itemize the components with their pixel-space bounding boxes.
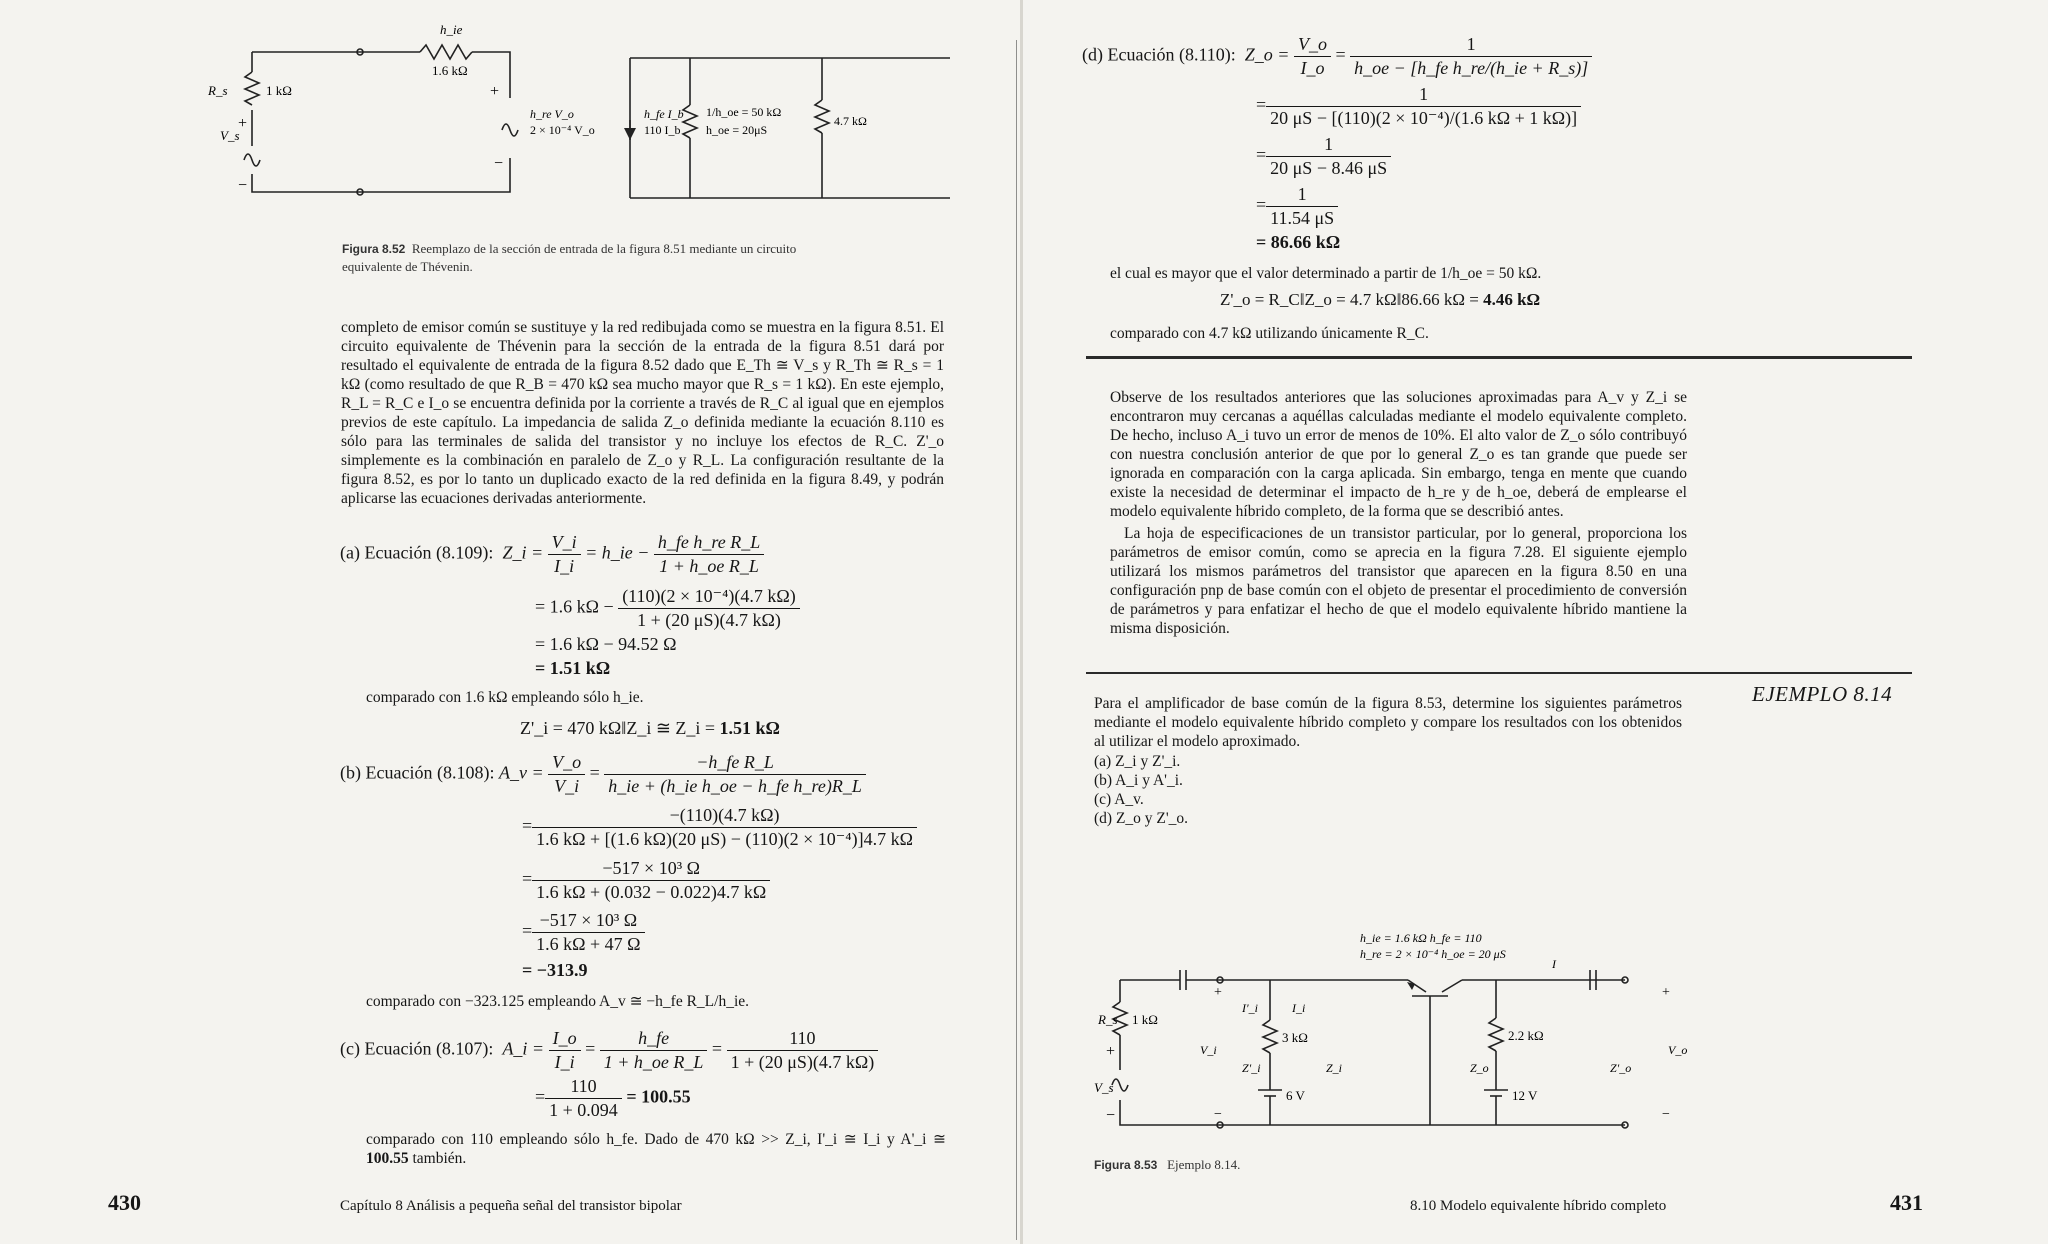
figure-8-52-circuit [200, 20, 950, 220]
part-d-frac2-num: 1 [1350, 34, 1592, 57]
hre-value: 2 × 10⁻⁴ V_o [530, 123, 595, 137]
part-a-zi-prime [520, 718, 780, 739]
fig53-zi: Z_i [1326, 1061, 1343, 1075]
part-b-line2: = $\frac{-(110)(4.7 k\Omega)}{\text{1.6 kΩ + [(1.6 kΩ)(20 μS) − (110)(2 × 10⁻⁴)]4.7 kΩ}}$ [522, 805, 917, 850]
part-d-line3-den: 20 μS − 8.46 μS [1270, 158, 1388, 178]
part-c-frac1-num: I_o [549, 1028, 581, 1051]
example-item: (d) Z_o y Z'_o. [1094, 810, 1189, 827]
part-c-line2: = $\frac{110}{1 + 0.094}$ = 100.55 [535, 1076, 691, 1120]
part-d-line2: = $\frac{1}{\text{20 μS − [(110)(2 × 10⁻⁴)/(1.6 kΩ + 1 kΩ)]}}$ [1256, 84, 1581, 129]
part-d-frac2 [1350, 34, 1592, 79]
part-c-frac2-num: h_fe [600, 1028, 708, 1051]
fig53-vcc: 12 V [1512, 1088, 1538, 1103]
part-d-line4: = $\frac{1}{11.54 \mu S}$ [1256, 184, 1338, 229]
part-b-label: (b) Ecuación (8.108): [340, 762, 495, 783]
fig53-vs-label: V_s [1094, 1080, 1114, 1095]
figure-8-52-caption-text: Reemplazo de la sección de entrada de la figura 8.51 mediante un circuito equivalente de Thévenin. [342, 241, 797, 274]
fig53-zo: Z_o [1470, 1061, 1489, 1075]
example-statement: Para el amplificador de base común de la figura 8.53, determine los siguientes parámetros mediante el modelo equivalente híbrido completo y compare los resultados con los obtenidos al utilizar el modelo aproximado. [1094, 695, 1682, 750]
part-d-zo-prime [1220, 290, 1540, 310]
fig53-vi-plus: + [1214, 985, 1222, 1000]
part-a-frac2-num: h_fe h_re R_L [654, 532, 764, 555]
part-d-frac2-den: h_oe − [h_fe h_re/(h_ie + R_s)] [1354, 58, 1589, 78]
part-b-line3-den: 1.6 kΩ + (0.032 − 0.022)4.7 kΩ [536, 882, 767, 902]
part-d-compare2: comparado con 4.7 kΩ utilizando únicamente R_C. [1110, 325, 1429, 342]
part-a-line2-frac [618, 586, 800, 631]
part-a-line2-lhs: = 1.6 kΩ − [535, 596, 614, 617]
fig53-ii-prime: I'_i [1242, 1001, 1258, 1015]
figure-8-53-caption-label: Figura 8.53 [1094, 1158, 1158, 1172]
part-d-line3: = $\frac{1}{20 \mu S - 8.46 \mu S}$ [1256, 134, 1391, 179]
figure-8-52-caption [342, 240, 842, 275]
rs-label: R_s [208, 83, 228, 98]
part-d-line3-frac [1266, 134, 1391, 179]
part-b-frac1-num: V_o [548, 752, 585, 775]
part-a-frac1 [548, 532, 581, 577]
hfe-value: 110 I_b [644, 123, 681, 137]
rs-value: 1 kΩ [266, 83, 292, 98]
part-b-line1: (b) Ecuación (8.108): A_v = $\frac{V\_o}{V\_i}$ = $\frac{\text{−h\_fe R\_L}}{\text{h\_ie + (h\_ie h\_oe − h\_fe h\_re)R\_L}}$ [340, 752, 866, 797]
section-rule-top [1086, 356, 1912, 359]
part-c-frac2-den: 1 + h_oe R_L [603, 1052, 704, 1072]
part-b-frac2-den: h_ie + (h_ie h_oe − h_fe h_re)R_L [608, 776, 862, 796]
source-plus: + [490, 83, 500, 100]
example-item: (a) Z_i y Z'_i. [1094, 753, 1181, 770]
part-c-label: (c) Ecuación (8.107): [340, 1038, 494, 1059]
part-b-result: = −313.9 [522, 960, 588, 980]
part-d-label: (d) Ecuación (8.110): [1082, 44, 1236, 65]
fig53-vs-minus: − [1106, 1107, 1116, 1124]
part-d-frac1-den: I_o [1300, 58, 1325, 78]
example-title: EJEMPLO 8.14 [1752, 682, 1893, 706]
part-c-compare-result: 100.55 [366, 1150, 409, 1167]
hoe-label: h_oe = 20μS [706, 123, 768, 137]
part-b-frac1 [548, 752, 585, 797]
observation-paragraph-1: Observe de los resultados anteriores que las soluciones aproximadas para A_v y Z_i se encontraron muy cercanas a aquéllas calculadas mediante el modelo equivalente completo. De hecho, incluso A_i tuvo un error de menos de 10%. El alto valor de Z_o sólo contribuyó con nuestra conclusión anterior de que por lo general Z_o es tan grande que puede ser ignorada en comparación con la carga aplicada. Sin embargo, tenga en mente que cuando existe la necesidad de determinar el impacto de h_re y de h_oe, deberá de emplearse el modelo equivalente híbrido completo, de la forma que se describió antes. [1110, 389, 1687, 520]
part-b-line4-den: 1.6 kΩ + 47 Ω [536, 934, 641, 954]
fig53-zi-prime: Z'_i [1242, 1061, 1261, 1075]
part-c-compare-text: comparado con 110 empleando sólo h_fe. Dado de 470 kΩ >> Z_i, I'_i ≅ I_i y A'_i ≅ [366, 1131, 946, 1148]
fig53-vo-plus: + [1662, 985, 1670, 1000]
part-a-frac2 [654, 532, 764, 577]
part-d-lhs: Z_o = [1244, 44, 1290, 65]
part-a-result: = 1.51 kΩ [535, 658, 611, 678]
part-b-frac2-num: −h_fe R_L [604, 752, 866, 775]
fig53-rs-label: R_s [1098, 1012, 1118, 1027]
part-c-line1: (c) Ecuación (8.107): A_i = $\frac{I\_o}{I\_i}$ = $\frac{h\_fe}{\text{1 + h\_oe R\_L}}$ = $\frac{110}{1 + (20 \mu S)(4.7 k\Omega)}$ [340, 1028, 878, 1073]
part-b-line3: = $\frac{\text{−517 × 10³ Ω}}{1.6 k\Omega + (0.032 - 0.022)4.7 k\Omega}$ [522, 858, 770, 903]
gutter-line [1016, 40, 1017, 1240]
part-d-line4-den: 11.54 μS [1270, 208, 1335, 228]
part-c-line2-den: 1 + 0.094 [549, 1100, 618, 1120]
part-d-line2-den: 20 μS − [(110)(2 × 10⁻⁴)/(1.6 kΩ + 1 kΩ)] [1270, 108, 1578, 128]
example-item: (b) A_i y A'_i. [1094, 772, 1183, 789]
part-c-compare-tail: también. [412, 1150, 467, 1167]
part-a-frac2-den: 1 + h_oe R_L [659, 556, 759, 576]
fig53-vi-minus: − [1214, 1107, 1222, 1122]
part-b-line3-num: −517 × 10³ Ω [532, 858, 770, 881]
part-c-result: = 100.55 [626, 1086, 691, 1107]
hie-value: 1.6 kΩ [432, 63, 468, 78]
figure-8-53-caption-text: Ejemplo 8.14. [1167, 1157, 1241, 1172]
part-d-frac1 [1294, 34, 1331, 79]
part-d-line2-num: 1 [1266, 84, 1581, 107]
part-a-label: (a) Ecuación (8.109): [340, 542, 494, 563]
part-b-line2-den: 1.6 kΩ + [(1.6 kΩ)(20 μS) − (110)(2 × 10⁻⁴)]4.7 kΩ [536, 829, 913, 849]
part-c-frac3-num: 110 [727, 1028, 879, 1051]
part-b-line4: = $\frac{\text{−517 × 10³ Ω}}{1.6 k\Omega + 47 \Omega}$ [522, 910, 645, 955]
part-d-zo-prime-result: 4.46 kΩ [1483, 290, 1541, 309]
figure-8-53-circuit [1090, 920, 1690, 1150]
part-d-line2-frac [1266, 84, 1581, 129]
observation-paragraph-2: La hoja de especificaciones de un transistor particular, por lo general, proporciona los parámetros de emisor común, como se aprecia en la figura 7.28. El siguiente ejemplo utilizará los mismos parámetros del transistor que aparecen en la figura 8.50 en una configuración pnp de base común con el objeto de presentar el procedimiento de conversión de parámetros y para enfatizar el hecho de que el modelo equivalente híbrido mantiene la misma disposición. [1110, 525, 1687, 637]
fig53-ii: I_i [1292, 1001, 1306, 1015]
fig53-rc-value: 2.2 kΩ [1508, 1028, 1544, 1043]
part-b-lhs: A_v = [498, 762, 544, 783]
fig53-params-line1: h_ie = 1.6 kΩ h_fe = 110 [1360, 931, 1482, 945]
part-b-line3-frac [532, 858, 770, 903]
part-a-zi-prime-text: Z'_i = 470 kΩ‖Z_i ≅ Z_i = [520, 718, 716, 738]
part-c-frac1-den: I_i [554, 1052, 575, 1072]
part-a-frac1-den: I_i [554, 556, 575, 576]
hie-label: h_ie [440, 22, 463, 37]
part-a-line1 [340, 532, 764, 577]
part-b-line2-frac [532, 805, 917, 850]
part-a-line2 [535, 586, 800, 631]
part-a-line3: = 1.6 kΩ − 94.52 Ω [535, 634, 677, 654]
hre-vo-label: h_re V_o [530, 107, 574, 121]
part-a-zi-prime-result: 1.51 kΩ [719, 718, 780, 738]
figure-8-52-caption-label: Figura 8.52 [342, 242, 406, 256]
part-c-lhs: A_i = [502, 1038, 545, 1059]
part-d-result: = 86.66 kΩ [1256, 232, 1341, 252]
part-b-frac1-den: V_i [554, 776, 580, 796]
part-d-line4-frac [1266, 184, 1338, 229]
fig53-vo: V_o [1668, 1043, 1688, 1057]
right-page-footer: 8.10 Modelo equivalente híbrido completo [1410, 1198, 1667, 1214]
part-c-compare [366, 1130, 946, 1168]
left-page-footer: Capítulo 8 Análisis a pequeña señal del transistor bipolar [340, 1198, 682, 1214]
fig53-vs-plus: + [1106, 1043, 1116, 1060]
hfe-ib-label: h_fe I_b [644, 107, 684, 121]
part-d-compare: el cual es mayor que el valor determinado a partir de 1/h_oe = 50 kΩ. [1110, 265, 1542, 282]
part-b-line4-frac [532, 910, 644, 955]
part-c-frac1 [549, 1028, 581, 1073]
part-a-lhs: Z_i = [502, 542, 544, 563]
source-minus: − [494, 155, 504, 172]
vs-plus: + [238, 115, 248, 132]
part-a-compare: comparado con 1.6 kΩ empleando sólo h_ie. [366, 689, 644, 706]
figure-8-53-caption [1094, 1156, 1494, 1174]
fig53-rs-value: 1 kΩ [1132, 1012, 1158, 1027]
rl-value: 4.7 kΩ [834, 114, 867, 128]
part-d-zo-prime-text: Z'_o = R_C‖Z_o = 4.7 kΩ‖86.66 kΩ = [1220, 290, 1479, 309]
left-page-number: 430 [108, 1190, 141, 1215]
part-a-line2-den: 1 + (20 μS)(4.7 kΩ) [637, 610, 781, 630]
part-b-compare: comparado con −323.125 empleando A_v ≅ −h_fe R_L/h_ie. [366, 993, 750, 1010]
book-gutter [1020, 0, 1023, 1244]
fig53-re-value: 3 kΩ [1282, 1030, 1308, 1045]
fig53-io: I [1552, 957, 1556, 971]
fig53-vi: V_i [1200, 1043, 1217, 1057]
fig53-zo-prime: Z'_o [1610, 1061, 1632, 1075]
hoe-inv-label: 1/h_oe = 50 kΩ [706, 105, 782, 119]
right-page-number: 431 [1890, 1190, 1923, 1215]
fig53-vee: 6 V [1286, 1088, 1305, 1103]
part-d-line1: (d) Ecuación (8.110): Z_o = $\frac{V\_o}{I\_o}$ = $\frac{1}{\text{h\_oe − [h\_fe h\_re/(h\_ie + R\_s)]}}$ [1082, 34, 1592, 79]
example-items [1094, 752, 1494, 828]
left-paragraph: completo de emisor común se sustituye y la red redibujada como se muestra en la figura 8.51. El circuito equivalente de Thévenin para la sección de la entrada de la figura 8.51 dará por resultado el equivalente de entrada de la figura 8.52 dado que E_Th ≅ V_s y R_Th ≅ R_s = 1 kΩ (como resultado de que R_B = 470 kΩ sea mucho mayor que R_s = 1 kΩ). En este ejemplo, R_L = R_C e I_o se encuentra definida por la corriente a través de R_C al igual que en ejemplos previos de este capítulo. La impedancia de salida Z_o definida mediante la ecuación 8.110 es sólo para las terminales de salida del transistor y no incluye los efectos de R_C. Z'_o simplemente es la combinación en paralelo de Z_o y R_L. La configuración resultante de la figura 8.52, es por lo tanto un duplicado exacto de la red definida en la figura 8.49, y podrán aplicarse las ecuaciones derivadas anteriormente. [341, 319, 944, 507]
part-a-line2-num: (110)(2 × 10⁻⁴)(4.7 kΩ) [618, 586, 800, 609]
part-b-line2-num: −(110)(4.7 kΩ) [532, 805, 917, 828]
vs-label: V_s [220, 128, 240, 143]
part-a-mid: = h_ie − [585, 542, 650, 563]
example-item: (c) A_v. [1094, 791, 1144, 808]
fig53-vo-minus: − [1662, 1107, 1670, 1122]
fig53-params-line2: h_re = 2 × 10⁻⁴ h_oe = 20 μS [1360, 947, 1506, 961]
vs-minus: − [238, 177, 248, 194]
part-d-frac1-num: V_o [1294, 34, 1331, 57]
part-b-frac2 [604, 752, 866, 797]
part-d-line4-num: 1 [1266, 184, 1338, 207]
part-a-frac1-num: V_i [548, 532, 581, 555]
part-c-line2-frac [545, 1076, 622, 1121]
part-c-frac3 [727, 1028, 879, 1073]
part-c-frac2 [600, 1028, 708, 1073]
part-b-line4-num: −517 × 10³ Ω [532, 910, 644, 933]
part-c-line2-num: 110 [545, 1076, 622, 1099]
part-d-line3-num: 1 [1266, 134, 1391, 157]
part-c-frac3-den: 1 + (20 μS)(4.7 kΩ) [730, 1052, 875, 1072]
section-rule-example [1086, 672, 1912, 674]
